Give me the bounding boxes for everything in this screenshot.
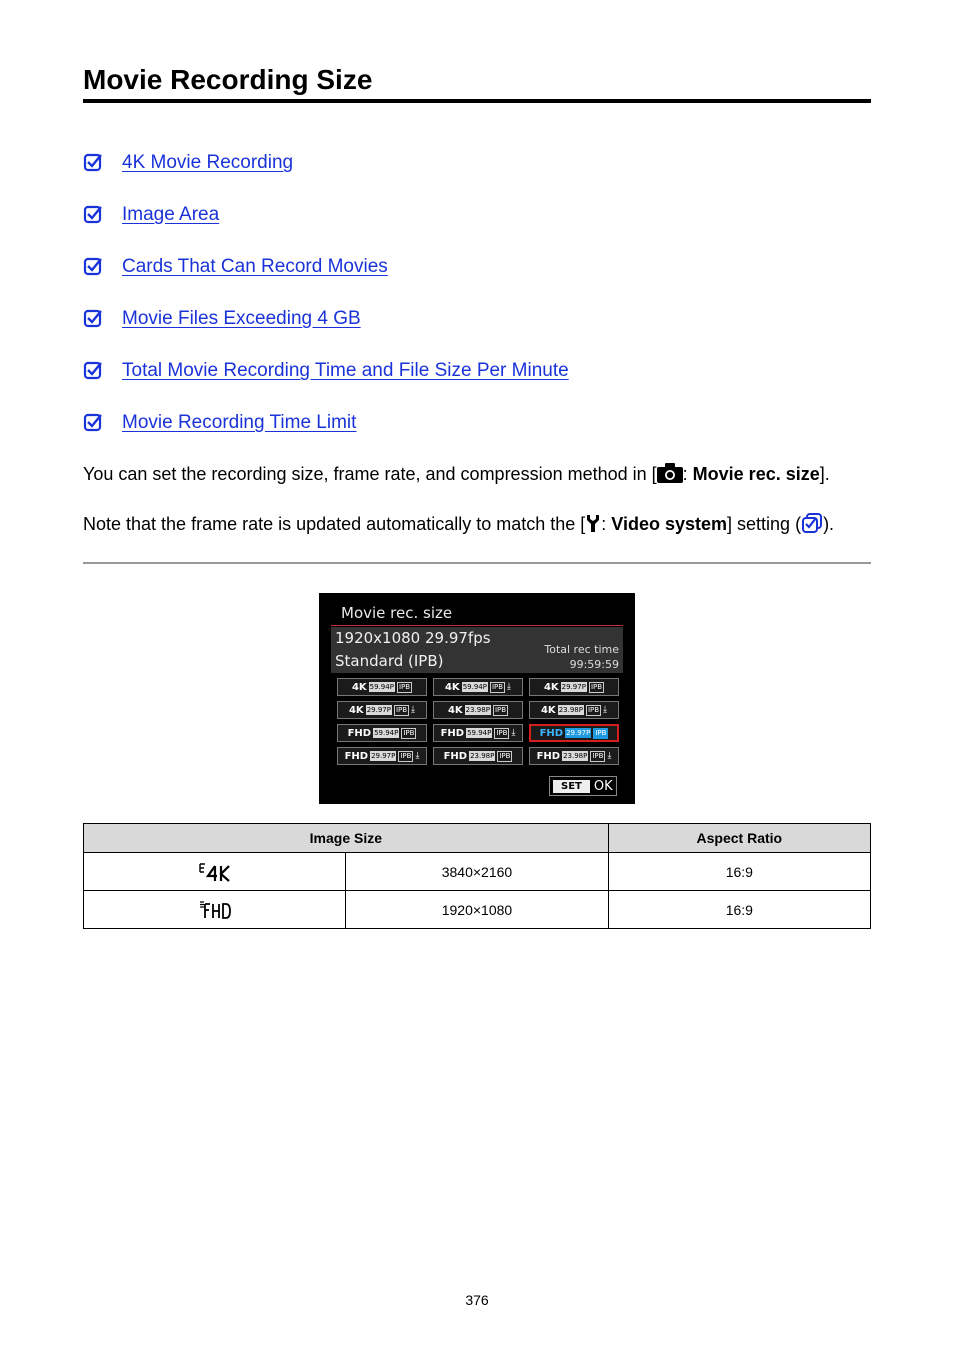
toc-item xyxy=(83,410,871,462)
total-rec-time-label: Total rec time xyxy=(544,643,619,656)
wrench-icon xyxy=(585,514,601,533)
size-option-cell[interactable] xyxy=(433,724,523,742)
option-frame-rate: 29.97P xyxy=(366,706,391,714)
option-size-label: FHD xyxy=(536,750,561,762)
toc-link-image-area[interactable]: Image Area xyxy=(122,204,220,225)
size-option-cell[interactable] xyxy=(433,678,523,696)
option-compression: IPB xyxy=(400,751,412,760)
option-frame-rate: 59.94P xyxy=(374,729,399,737)
option-frame-rate: 29.97P xyxy=(371,752,396,760)
toc-link-cards[interactable]: Cards That Can Record Movies xyxy=(122,256,388,277)
checkmark-link-icon xyxy=(83,257,103,277)
table-row xyxy=(84,853,871,891)
resolution-cell: 1920×1080 xyxy=(346,891,608,929)
note-paragraph xyxy=(83,513,871,536)
option-frame-rate: 59.94P xyxy=(467,729,492,737)
size-icon-cell xyxy=(84,891,346,929)
page-number: 376 xyxy=(465,1292,489,1308)
option-frame-rate: 29.97P xyxy=(566,729,591,737)
camera-icon xyxy=(657,463,683,483)
intro-text: You can set the recording size, frame rate, and compression method in [ xyxy=(83,464,657,484)
option-compression: IPB xyxy=(592,751,604,760)
page-title: Movie Recording Size xyxy=(83,64,373,95)
checkmark-link-icon xyxy=(83,309,103,329)
toc-link-files-exceeding-4gb[interactable]: Movie Files Exceeding 4 GB xyxy=(122,308,361,329)
option-size-label: FHD xyxy=(443,750,468,762)
option-size-label: FHD xyxy=(440,727,465,739)
size-option-cell[interactable] xyxy=(529,747,619,765)
option-compression: IPB xyxy=(494,705,507,714)
checkmark-link-icon xyxy=(83,361,103,381)
toc-list xyxy=(83,150,871,462)
toc-item xyxy=(83,150,871,202)
size-option-cell[interactable] xyxy=(337,747,427,765)
option-size-label: 4K xyxy=(351,681,367,693)
screen-resolution-text: 1920x1080 29.97fps xyxy=(335,629,491,647)
header-image-size: Image Size xyxy=(84,824,609,853)
option-compression: IPB xyxy=(595,728,607,737)
image-size-table xyxy=(83,823,871,929)
light-compression-icon: ⤓ xyxy=(607,751,612,761)
set-label: SET xyxy=(553,780,590,793)
option-compression: IPB xyxy=(491,682,504,691)
size-option-cell[interactable] xyxy=(433,701,523,719)
total-rec-time-value: 99:59:59 xyxy=(569,658,619,671)
size-option-cell[interactable] xyxy=(529,678,619,696)
light-compression-icon: ⤓ xyxy=(507,682,512,692)
option-size-label: 4K xyxy=(540,704,556,716)
option-size-label: FHD xyxy=(539,727,564,739)
toc-item xyxy=(83,306,871,358)
checkmark-link-icon xyxy=(83,205,103,225)
note-text-end: ). xyxy=(823,514,835,534)
toc-item xyxy=(83,202,871,254)
aspect-cell: 16:9 xyxy=(608,853,870,891)
checkmark-link-icon xyxy=(83,413,103,433)
option-size-label: FHD xyxy=(347,727,372,739)
toc-link-4k-movie-recording[interactable]: 4K Movie Recording xyxy=(122,152,294,173)
light-compression-icon: ⤓ xyxy=(415,751,420,761)
menu-name-movie-rec-size: Movie rec. size xyxy=(692,464,820,484)
option-frame-rate: 23.98P xyxy=(558,706,583,714)
option-size-label: 4K xyxy=(543,681,559,693)
light-compression-icon: ⤓ xyxy=(411,705,416,715)
toc-item xyxy=(83,254,871,306)
option-frame-rate: 59.94P xyxy=(462,683,487,691)
aspect-cell: 16:9 xyxy=(608,891,870,929)
section-divider xyxy=(83,562,871,564)
resolution-cell: 3840×2160 xyxy=(346,853,608,891)
option-frame-rate: 59.94P xyxy=(369,683,394,691)
screen-title-underline xyxy=(331,625,623,626)
option-size-label: 4K xyxy=(348,704,364,716)
menu-name-video-system: Video system xyxy=(611,514,728,534)
toc-link-recording-time-limit[interactable]: Movie Recording Time Limit xyxy=(122,412,357,433)
header-aspect-ratio: Aspect Ratio xyxy=(608,824,870,853)
screen-title: Movie rec. size xyxy=(341,604,453,622)
option-size-label: FHD xyxy=(344,750,369,762)
4k-size-icon xyxy=(199,862,231,882)
intro-text-end: ]. xyxy=(819,464,830,484)
size-option-cell[interactable] xyxy=(337,678,427,696)
set-ok-button[interactable] xyxy=(549,776,617,796)
option-compression: IPB xyxy=(496,728,508,737)
table-row xyxy=(84,891,871,929)
note-text: Note that the frame rate is updated automatically to match the [ xyxy=(83,514,586,534)
size-option-cell[interactable] xyxy=(433,747,523,765)
size-option-cell[interactable] xyxy=(337,701,427,719)
title-rule xyxy=(83,99,871,103)
option-compression: IPB xyxy=(403,728,415,737)
note-text-mid: ] setting ( xyxy=(727,514,802,534)
note-sep: : xyxy=(601,514,612,534)
size-option-cell[interactable] xyxy=(337,724,427,742)
light-compression-icon: ⤓ xyxy=(511,728,516,738)
option-size-label: 4K xyxy=(447,704,463,716)
size-option-cell[interactable] xyxy=(529,701,619,719)
option-compression: IPB xyxy=(590,682,603,691)
size-option-grid xyxy=(337,678,619,765)
ok-label: OK xyxy=(593,778,613,794)
checkmark-link-icon xyxy=(83,153,103,173)
light-compression-icon: ⤓ xyxy=(603,705,608,715)
option-size-label: 4K xyxy=(444,681,460,693)
option-compression: IPB xyxy=(395,705,408,714)
size-option-cell[interactable] xyxy=(529,724,619,742)
table-header-row xyxy=(84,824,871,853)
camera-menu-screenshot xyxy=(319,593,635,804)
option-compression: IPB xyxy=(499,751,511,760)
option-frame-rate: 23.98P xyxy=(563,752,588,760)
toc-link-total-recording-time[interactable]: Total Movie Recording Time and File Size Per Minute xyxy=(122,360,569,381)
option-frame-rate: 29.97P xyxy=(561,683,586,691)
intro-paragraph xyxy=(83,463,871,486)
option-frame-rate: 23.98P xyxy=(470,752,495,760)
option-compression: IPB xyxy=(398,682,411,691)
screen-compression-text: Standard (IPB) xyxy=(335,652,444,670)
toc-item xyxy=(83,358,871,410)
option-compression: IPB xyxy=(587,705,600,714)
size-icon-cell xyxy=(84,853,346,891)
fhd-size-icon xyxy=(199,900,231,920)
option-frame-rate: 23.98P xyxy=(465,706,490,714)
link-reference-icon[interactable] xyxy=(801,513,823,533)
intro-sep: : xyxy=(682,464,693,484)
